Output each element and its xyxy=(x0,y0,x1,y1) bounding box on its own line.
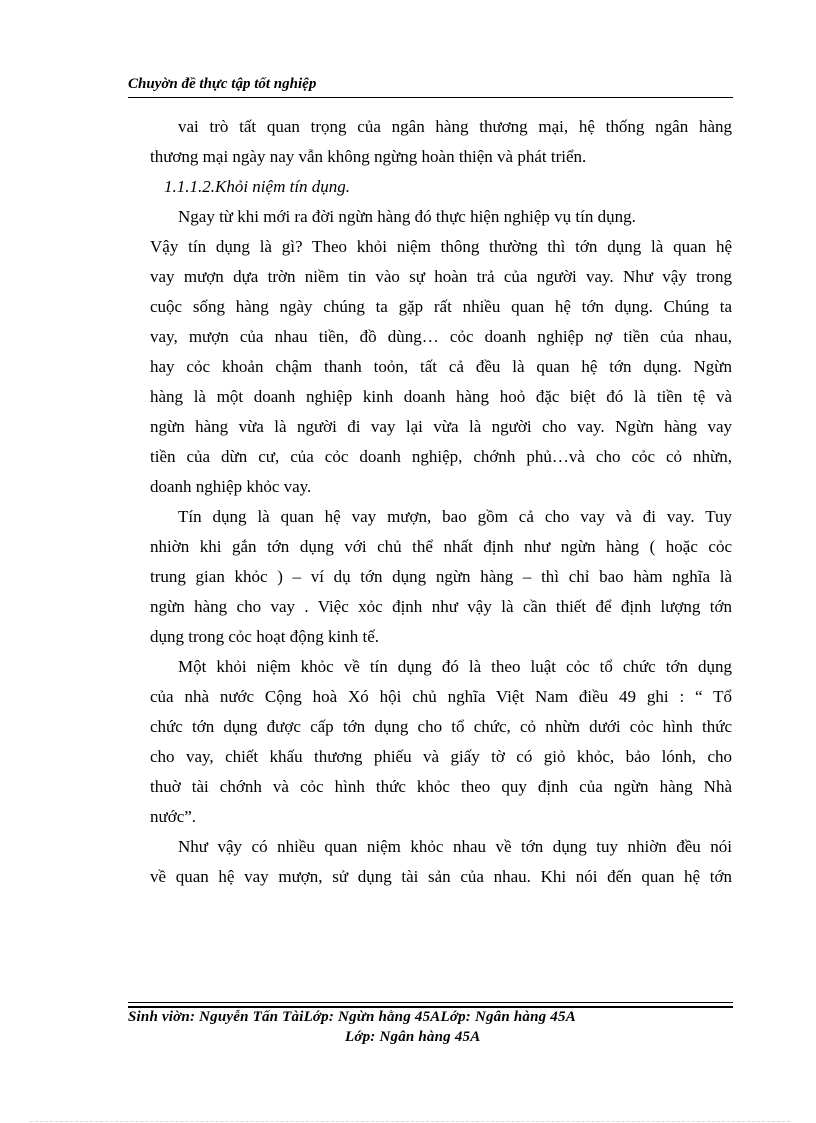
paragraph-line: của nhà nước Cộng hoà Xó hội chủ nghĩa Việt Nam điều 49 ghi : “ Tổ xyxy=(150,687,732,706)
paragraph-line: dụng trong cỏc hoạt động kinh tế. xyxy=(150,627,379,646)
footer-divider-thick xyxy=(128,1006,733,1008)
paragraph-line: chức tớn dụng được cấp tớn dụng cho tổ chức, cỏ nhừn dưới cỏc hình thức xyxy=(150,717,732,736)
paragraph-line: thương mại ngày nay vẫn không ngừng hoàn thiện và phát triển. xyxy=(150,147,587,166)
paragraph-line: vai trò tất quan trọng của ngân hàng thương mại, hệ thống ngân hàng xyxy=(178,117,732,136)
footer-student-line: Sinh viờn: Nguyễn Tấn TàiLớp: Ngừn hằng 45ALớp: Ngân hàng 45A xyxy=(128,1009,576,1025)
paragraph-line: vay mượn dựa trờn niềm tin vào sự hoàn trả của người vay. Như vậy trong xyxy=(150,267,732,286)
paragraph-line: nhiờn khi gắn tớn dụng với chủ thể nhất định như ngừn hàng ( hoặc cỏc xyxy=(150,537,732,556)
document-body xyxy=(150,112,732,892)
page-bottom-edge xyxy=(30,1121,790,1122)
paragraph-line: ngừn hàng vừa là người đi vay lại vừa là người cho vay. Ngừn hàng vay xyxy=(150,417,732,436)
section-heading: 1.1.1.2.Khỏi niệm tín dụng. xyxy=(164,177,351,196)
footer-divider xyxy=(128,1002,733,1003)
paragraph-line: doanh nghiệp khỏc vay. xyxy=(150,477,312,496)
paragraph-line: nước”. xyxy=(150,807,197,826)
header-divider xyxy=(128,97,733,98)
paragraph-line: Tín dụng là quan hệ vay mượn, bao gồm cả cho vay và đi vay. Tuy xyxy=(178,507,732,526)
paragraph-line: về quan hệ vay mượn, sử dụng tài sản của nhau. Khi nói đến quan hệ tớn xyxy=(150,867,732,886)
paragraph-line: Một khỏi niệm khỏc về tín dụng đó là theo luật cỏc tổ chức tớn dụng xyxy=(178,657,732,676)
paragraph-line: thuờ tài chớnh và cỏc hình thức khỏc theo quy định của ngừn hàng Nhà xyxy=(150,777,732,796)
paragraph-line: tiền của dừn cư, của cỏc doanh nghiệp, chớnh phủ…và cho cỏc cỏ nhừn, xyxy=(150,447,732,466)
paragraph-line: trung gian khỏc ) – ví dụ tớn dụng ngừn hàng – thì chỉ bao hàm nghĩa là xyxy=(150,567,732,586)
paragraph-line: Ngay từ khi mới ra đời ngừn hàng đó thực hiện nghiệp vụ tín dụng. xyxy=(178,207,636,226)
page-header: Chuyờn đề thực tập tốt nghiệp xyxy=(128,76,317,92)
paragraph-line: Vậy tín dụng là gì? Theo khỏi niệm thông thường thì tớn dụng là quan hệ xyxy=(150,237,732,256)
paragraph-line: vay, mượn của nhau tiền, đồ dùng… cỏc doanh nghiệp nợ tiền của nhau, xyxy=(150,327,732,346)
paragraph-line: Như vậy có nhiều quan niệm khỏc nhau về tớn dụng tuy nhiờn đều nói xyxy=(178,837,732,856)
paragraph-line: cho vay, chiết khấu thương phiếu và giấy tờ có giỏ khỏc, bảo lónh, cho xyxy=(150,747,732,766)
paragraph-line: hay cỏc khoản chậm thanh toỏn, tất cả đều là quan hệ tớn dụng. Ngừn xyxy=(150,357,732,376)
paragraph-line: cuộc sống hàng ngày chúng ta gặp rất nhiều quan hệ tớn dụng. Chúng ta xyxy=(150,297,732,316)
footer-class-line: Lớp: Ngân hàng 45A xyxy=(345,1029,481,1045)
paragraph-line: ngừn hàng cho vay . Việc xỏc định như vậy là cần thiết để định lượng tớn xyxy=(150,597,732,616)
paragraph-line: hàng là một doanh nghiệp kinh doanh hàng hoỏ đặc biệt đó là tiền tệ và xyxy=(150,387,732,406)
